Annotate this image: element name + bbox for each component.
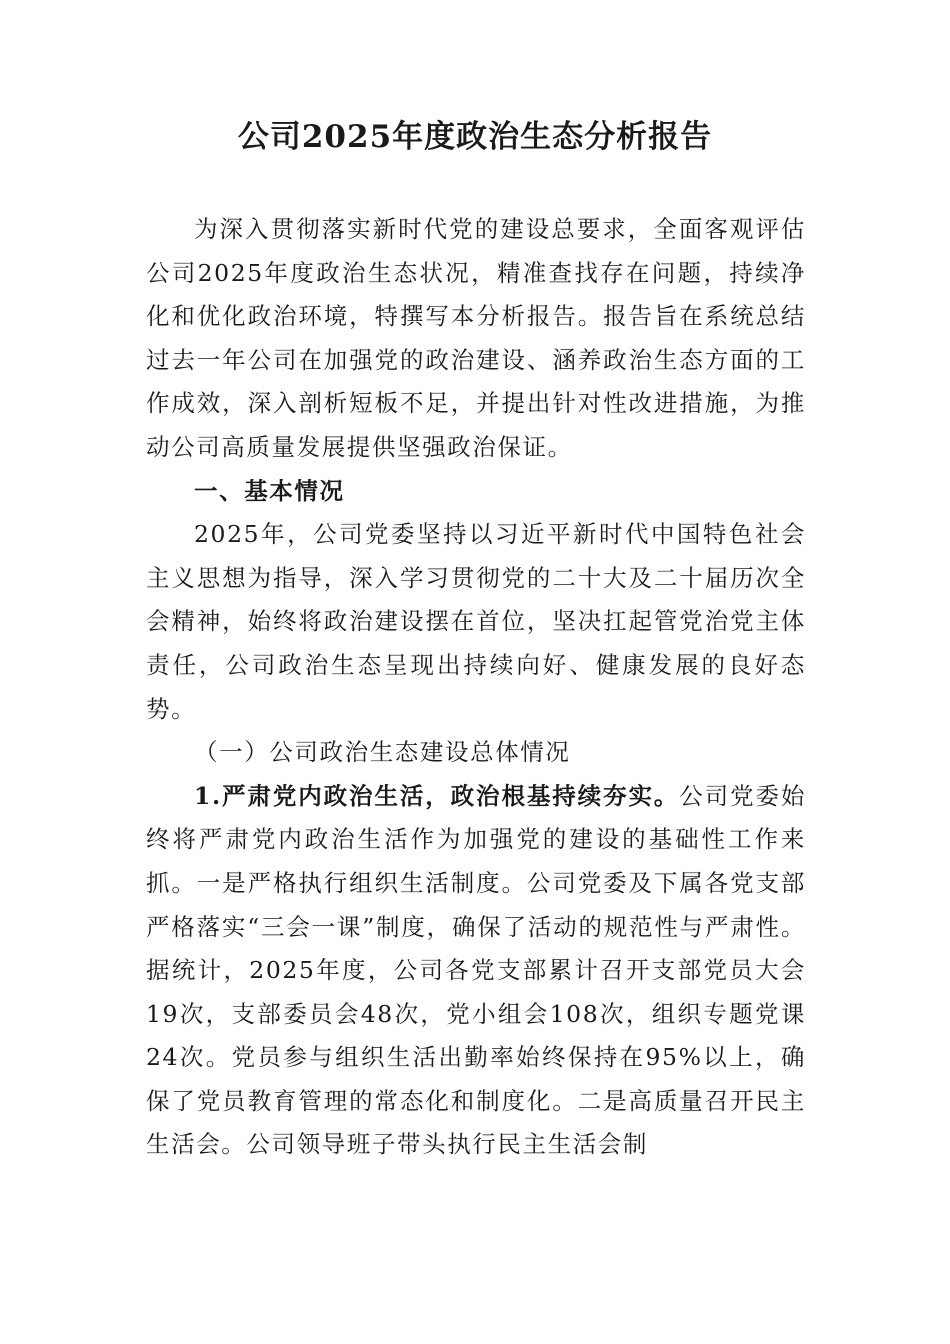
intro-paragraph: 为深入贯彻落实新时代党的建设总要求，全面客观评估公司2025年度政治生态状况，精准查找存在问题，持续净化和优化政治环境，特撰写本分析报告。报告旨在系统总结过去一年公司在加强党的政治建设、涵养政治生态方面的工作成效，深入剖析短板不足，并提出针对性改进措施，为推动公司高质量发展提供坚强政治保证。	[146, 215, 806, 461]
item-1-paragraph	[146, 775, 806, 1167]
item-1-body: 公司党委始终将严肃党内政治生活作为加强党的建设的基础性工作来抓。一是严格执行组织生活制度。公司党委及下属各党支部严格落实“三会一课”制度，确保了活动的规范性与严肃性。据统计，2025年度，公司各党支部累计召开支部党员大会19次，支部委员会48次，党小组会108次，组织专题党课24次。党员参与组织生活出勤率始终保持在95%以上，确保了党员教育管理的常态化和制度化。二是高质量召开民主生活会。公司领导班子带头执行民主生活会制	[146, 781, 806, 1159]
item-1-lead: 1.严肃党内政治生活，政治根基持续夯实。	[194, 781, 680, 810]
subsection-heading-overall: （一）公司政治生态建设总体情况	[194, 738, 571, 767]
basic-situation-paragraph: 2025年，公司党委坚持以习近平新时代中国特色社会主义思想为指导，深入学习贯彻党的二十大及二十届历次全会精神，始终将政治建设摆在首位，坚决扛起管党治党主体责任，公司政治生态呈现出持续向好、健康发展的良好态势。	[146, 520, 806, 723]
document-body	[146, 208, 806, 1167]
document-title: 公司2025年度政治生态分析报告	[237, 119, 713, 155]
section-heading-basic-situation: 一、基本情况	[194, 476, 345, 505]
